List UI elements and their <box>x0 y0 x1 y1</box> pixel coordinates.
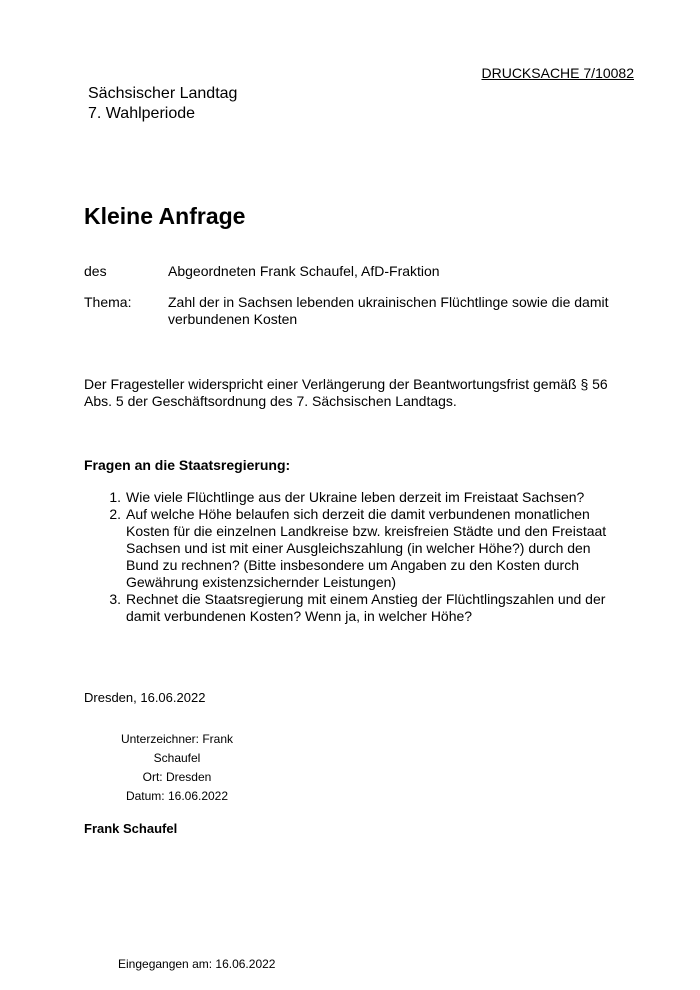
question-text: Auf welche Höhe belaufen sich derzeit die damit verbundenen monatlichen Kosten für die einzelnen Landkreise bzw. kreisfreien Städte und den Freistaat Sachsen und ist mit einer Ausgleichszahlung (in welcher Höhe?) durch den Bund zu rechnen? (Bitte insbesondere um Angaben zu den Kosten durch Gewährung existenzsichernder Leistungen) <box>126 506 607 590</box>
questions-list <box>84 489 624 625</box>
drucksache-number: DRUCKSACHE 7/10082 <box>481 65 634 81</box>
signer-line: Unterzeichner: Frank <box>120 732 234 746</box>
institution-name: Sächsischer Landtag <box>88 85 238 102</box>
question-item <box>84 506 624 591</box>
question-text: Rechnet die Staatsregierung mit einem Anstieg der Flüchtlingszahlen und der damit verbundenen Kosten? Wenn ja, in welcher Höhe? <box>126 591 606 624</box>
question-item <box>84 489 624 506</box>
des-label: des <box>84 263 107 279</box>
question-item <box>84 591 624 625</box>
signature-date: Datum: 16.06.2022 <box>125 789 229 803</box>
institution-header <box>88 84 237 124</box>
question-number: 2. <box>109 506 121 522</box>
questions-heading: Fragen an die Staatsregierung: <box>84 457 291 473</box>
received-date: Eingegangen am: 16.06.2022 <box>118 957 276 971</box>
signature-place: Ort: Dresden <box>142 770 212 784</box>
question-number: 1. <box>109 489 121 505</box>
date-line: Dresden, 16.06.2022 <box>84 690 206 705</box>
des-value: Abgeordneten Frank Schaufel, AfD-Fraktion <box>168 263 440 279</box>
deadline-objection-note: Der Fragesteller widerspricht einer Verlängerung der Beantwortungsfrist gemäß § 56 Abs. 5 der Geschäftsordnung des 7. Sächsischen Landtags. <box>84 376 608 409</box>
thema-value: Zahl der in Sachsen lebenden ukrainischen Flüchtlinge sowie die damit verbundenen Kosten <box>168 294 609 327</box>
electronic-signature-block <box>117 730 237 806</box>
document-title: Kleine Anfrage <box>84 203 246 229</box>
question-number: 3. <box>109 591 121 607</box>
signer-line: Schaufel <box>153 751 201 765</box>
signer-name: Frank Schaufel <box>84 821 178 836</box>
question-text: Wie viele Flüchtlinge aus der Ukraine leben derzeit im Freistaat Sachsen? <box>126 489 585 505</box>
legislative-period: 7. Wahlperiode <box>88 105 196 122</box>
thema-label: Thema: <box>84 294 132 310</box>
